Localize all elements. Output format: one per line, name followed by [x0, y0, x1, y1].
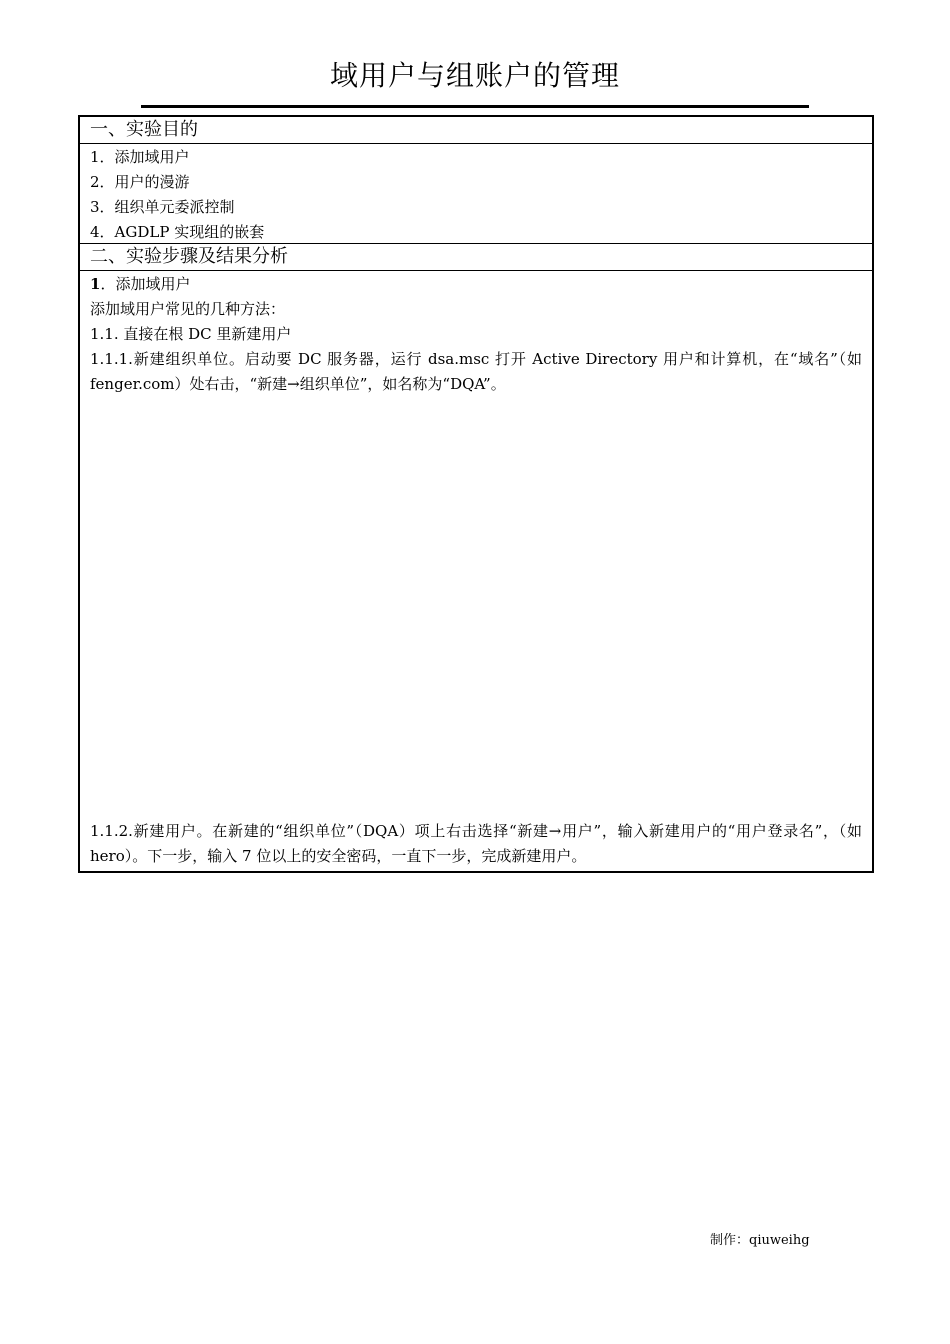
author-credit: 制作：qiuweihg [710, 1233, 810, 1248]
section1-heading: 一、实验目的 [90, 119, 198, 140]
section2-heading: 二、实验步骤及结果分析 [90, 246, 288, 267]
page-title: 域用户与组账户的管理 [329, 59, 620, 92]
title-underline [141, 105, 809, 108]
step-title: ．添加域用户 [100, 275, 191, 293]
methods-intro: 添加域用户常见的几种方法： [90, 300, 286, 318]
report-table [78, 115, 874, 873]
divider [80, 270, 872, 271]
paragraph-new-user: 1.1.2.新建用户。在新建的“组织单位”（DQA）项上右击选择“新建→用户”，输入新建用户的“用户登录名”，（如 hero）。下一步，输入 7 位以上的安全密码，一直下一步，完成新建用户。 [90, 822, 862, 865]
paragraph-new-ou: 1.1.1.新建组织单位。启动要 DC 服务器，运行 dsa.msc 打开 Active Directory 用户和计算机，在“域名”（如 fenger.com）处右击，“新建→组织单位”，如名称为“DQA”。 [90, 350, 862, 393]
objective-item: 4．AGDLP 实现组的嵌套 [90, 223, 265, 241]
objective-item: 1．添加域用户 [90, 148, 190, 166]
step-number: 1 [90, 275, 101, 293]
objective-item: 3．组织单元委派控制 [90, 198, 235, 216]
step-heading [90, 272, 862, 297]
objective-item: 2．用户的漫游 [90, 173, 190, 191]
subsection-heading: 1.1. 直接在根 DC 里新建用户 [90, 325, 292, 343]
divider [80, 143, 872, 144]
